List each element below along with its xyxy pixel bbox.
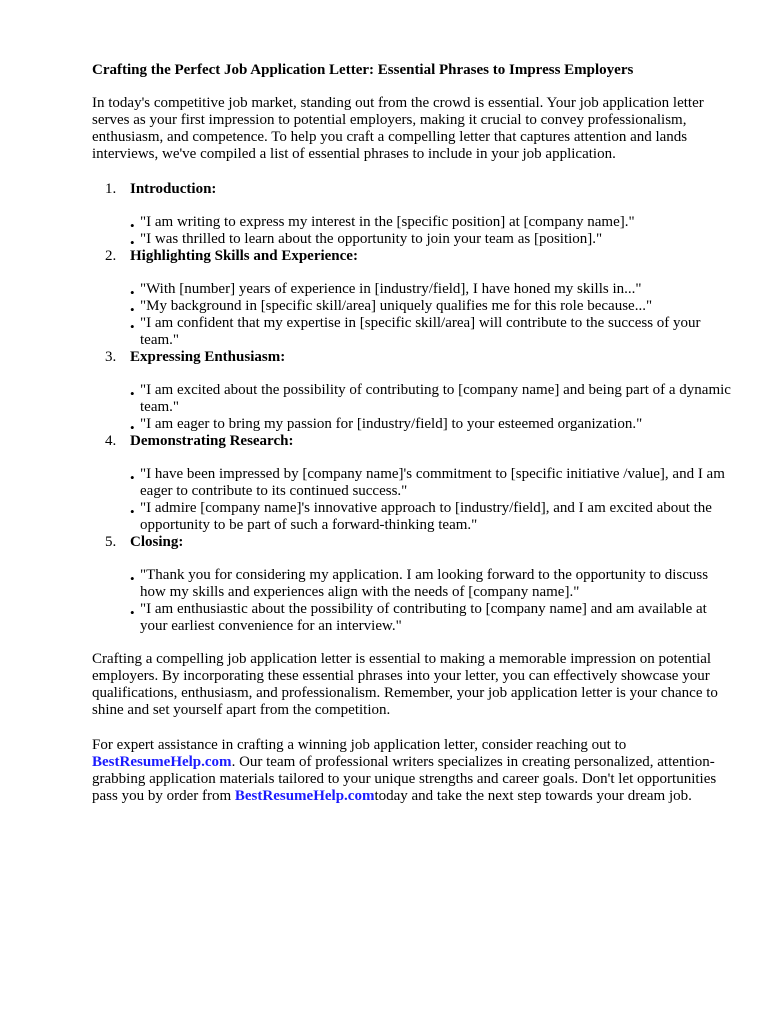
phrase-section: [92, 248, 732, 349]
cta-text-after: today and take the next step towards your dream job.: [374, 788, 692, 804]
bullet-icon: •: [130, 420, 135, 435]
phrase-item: [130, 567, 732, 601]
section-title: Expressing Enthusiasm:: [130, 349, 286, 365]
phrase-section: [92, 349, 732, 433]
phrase-section: [92, 433, 732, 534]
phrase-item: [130, 500, 732, 534]
closing-paragraph: Crafting a compelling job application letter is essential to making a memorable impression on potential employers. By incorporating these essential phrases into your letter, you can effectively showcase your qualifications, enthusiasm, and professionalism. Remember, your job application letter is your chance to shine and set yourself apart from the competition.: [92, 651, 718, 718]
phrase-list: [92, 382, 732, 433]
section-title: Closing:: [130, 534, 184, 550]
phrase-text: "I am writing to express my interest in the [specific position] at [company name].": [140, 214, 635, 230]
bullet-icon: •: [130, 504, 135, 519]
section-number: 2.: [105, 248, 117, 264]
cta-paragraph: [92, 737, 732, 805]
section-title: Demonstrating Research:: [130, 433, 294, 449]
phrase-list: [92, 281, 732, 349]
phrase-list: [92, 214, 732, 248]
section-title: Introduction:: [130, 181, 217, 197]
phrase-section: [92, 534, 732, 635]
phrase-text: "I am eager to bring my passion for [industry/field] to your esteemed organization.": [140, 416, 643, 432]
section-heading: [105, 534, 732, 552]
bullet-icon: •: [130, 302, 135, 317]
phrase-text: "I am excited about the possibility of contributing to [company name] and being part of a dynamic team.": [140, 382, 731, 415]
bestresumehelp-link-2[interactable]: BestResumeHelp.com: [234, 788, 375, 804]
section-title: Highlighting Skills and Experience:: [130, 248, 358, 264]
bullet-icon: •: [130, 319, 135, 334]
phrase-list: [92, 567, 732, 635]
phrase-text: "I was thrilled to learn about the opportunity to join your team as [position].": [140, 231, 603, 247]
phrase-item: [130, 281, 732, 298]
phrase-text: "I am confident that my expertise in [specific skill/area] will contribute to the success of your team.": [140, 315, 701, 348]
bullet-icon: •: [130, 470, 135, 485]
phrase-item: [130, 601, 732, 635]
cta-text-before: For expert assistance in crafting a winning job application letter, consider reaching out to: [92, 737, 627, 753]
bullet-icon: •: [130, 571, 135, 586]
phrase-list: [92, 466, 732, 534]
section-number: 3.: [105, 349, 117, 365]
bullet-icon: •: [130, 386, 135, 401]
phrase-text: "My background in [specific skill/area] uniquely qualifies me for this role because...": [140, 298, 653, 314]
document-title: Crafting the Perfect Job Application Letter: Essential Phrases to Impress Employers: [92, 62, 634, 78]
phrase-item: [130, 298, 732, 315]
bullet-icon: •: [130, 235, 135, 250]
bullet-icon: •: [130, 285, 135, 300]
bullet-icon: •: [130, 218, 135, 233]
bestresumehelp-link-1[interactable]: BestResumeHelp.com: [92, 754, 232, 770]
bullet-icon: •: [130, 605, 135, 620]
phrase-item: [130, 466, 732, 500]
section-number: 1.: [105, 181, 117, 197]
section-number: 4.: [105, 433, 117, 449]
intro-paragraph: In today's competitive job market, standing out from the crowd is essential. Your job application letter serves as your first impression to potential employers, making it crucial to convey professionalism, enthusiasm, and competence. To help you craft a compelling letter that captures attention and lands interviews, we've compiled a list of essential phrases to include in your job application.: [92, 95, 704, 162]
phrase-text: "Thank you for considering my application. I am looking forward to the opportunity to discuss how my skills and experiences align with the needs of [company name].": [140, 567, 709, 600]
section-number: 5.: [105, 534, 117, 550]
phrase-text: "I admire [company name]'s innovative approach to [industry/field], and I am excited about the opportunity to be part of such a forward-thinking team.": [140, 500, 712, 533]
section-heading: [105, 349, 732, 367]
phrase-item: [130, 214, 732, 231]
section-heading: [105, 248, 732, 266]
phrase-text: "I am enthusiastic about the possibility of contributing to [company name] and am available at your earliest convenience for an interview.": [140, 601, 707, 634]
phrase-section: [92, 181, 732, 248]
phrase-sections-list: [92, 181, 732, 635]
phrase-item: [130, 315, 732, 349]
phrase-text: "I have been impressed by [company name]'s commitment to [specific initiative /value], and I am eager to contribute to its continued success.": [140, 466, 725, 499]
section-heading: [105, 433, 732, 451]
section-heading: [105, 181, 732, 199]
phrase-item: [130, 382, 732, 416]
phrase-text: "With [number] years of experience in [industry/field], I have honed my skills in...": [140, 281, 642, 297]
phrase-item: [130, 231, 732, 248]
phrase-item: [130, 416, 732, 433]
cta-text-middle: . Our team of professional writers specializes in creating personalized, attention-grabbing application materials tailored to your unique strengths and career goals. Don't let opportunities pass you by order from: [92, 754, 717, 804]
